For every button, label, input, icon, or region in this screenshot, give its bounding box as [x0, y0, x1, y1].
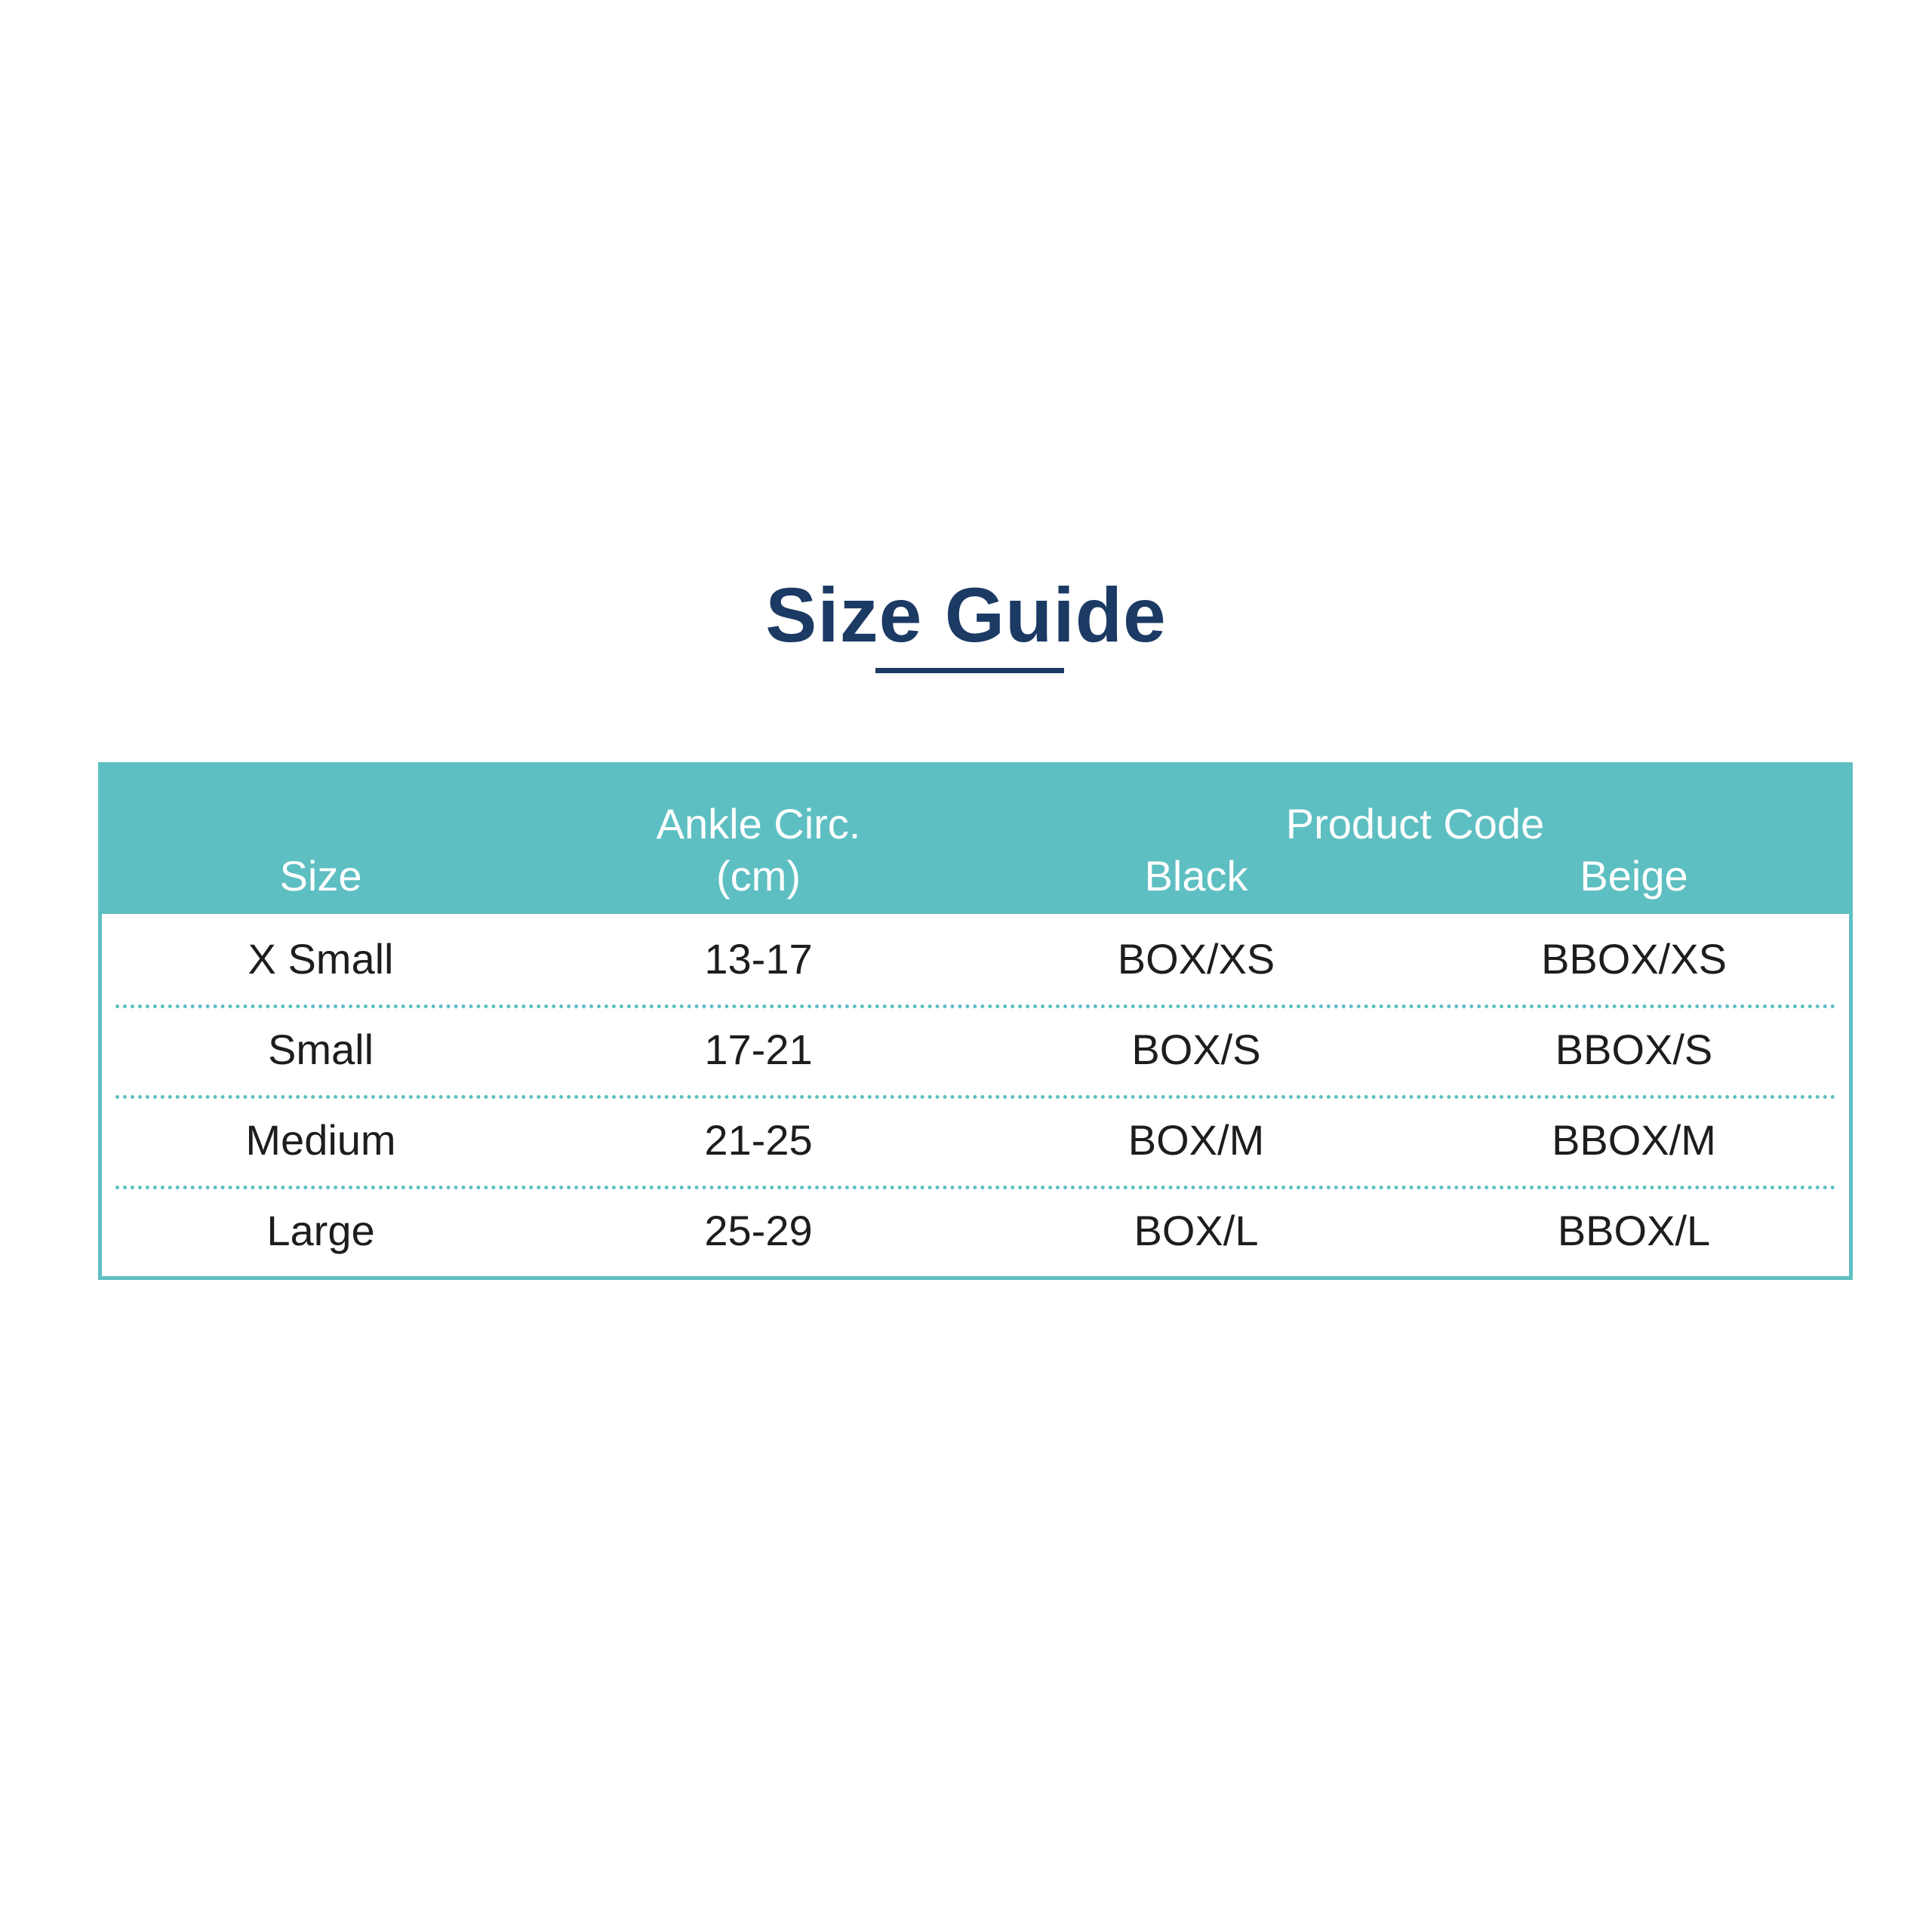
cell-size: Medium — [245, 1116, 396, 1164]
cell-ankle: 13-17 — [704, 935, 813, 983]
header-ankle-circ: Ankle Circ. — [656, 800, 861, 848]
cell-black-code: BOX/S — [1131, 1026, 1261, 1073]
cell-size: Large — [266, 1207, 375, 1254]
table-header — [102, 766, 1849, 914]
cell-ankle: 17-21 — [704, 1026, 813, 1073]
title-underline — [875, 668, 1064, 673]
header-ankle-unit: (cm) — [716, 852, 801, 900]
size-table — [98, 762, 1853, 1280]
header-product-code: Product Code — [1285, 800, 1545, 848]
header-beige: Beige — [1580, 852, 1688, 900]
cell-size: Small — [267, 1026, 374, 1073]
cell-beige-code: BBOX/XS — [1541, 935, 1727, 983]
header-size: Size — [279, 852, 362, 900]
cell-ankle: 25-29 — [704, 1207, 813, 1254]
cell-black-code: BOX/M — [1128, 1116, 1265, 1164]
cell-size: X Small — [248, 935, 394, 983]
table-row — [102, 914, 1849, 1004]
cell-black-code: BOX/XS — [1117, 935, 1275, 983]
header-black: Black — [1144, 852, 1248, 900]
table-row — [102, 1095, 1849, 1186]
cell-black-code: BOX/L — [1134, 1207, 1259, 1254]
cell-ankle: 21-25 — [704, 1116, 813, 1164]
cell-beige-code: BBOX/M — [1552, 1116, 1716, 1164]
table-row — [102, 1004, 1849, 1095]
cell-beige-code: BBOX/L — [1557, 1207, 1711, 1254]
table-row — [102, 1186, 1849, 1276]
page-title: Size Guide — [765, 572, 1167, 658]
cell-beige-code: BBOX/S — [1555, 1026, 1713, 1073]
